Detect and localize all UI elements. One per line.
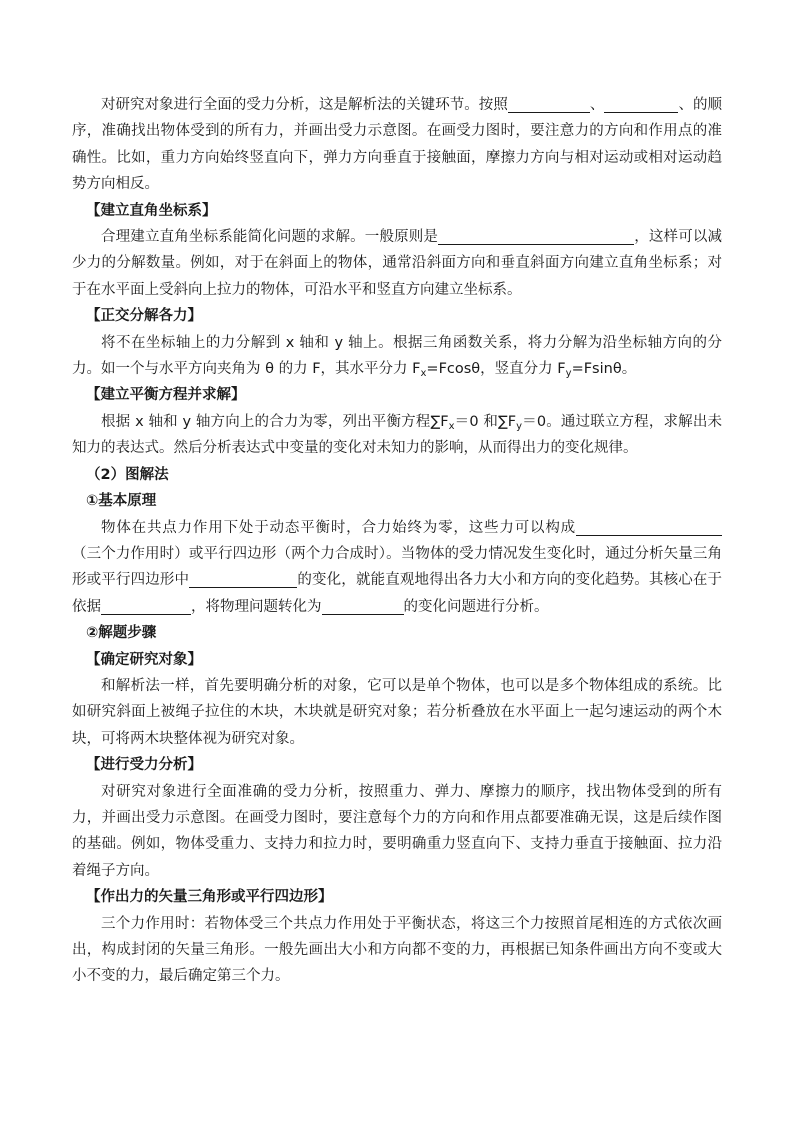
fill-blank[interactable] [322,598,404,615]
section-heading: （2）图解法 [86,466,169,483]
section-heading: 【建立直角坐标系】 [86,202,217,219]
paragraph-basic-principle: 物体在共点力作用下处于动态平衡时，合力始终为零，这些力可以构成（三个力作用时）或平行四边形（两个力合成时）。当物体的受力情况发生变化时，通过分析矢量三角形或平行四边形中 的变化，就能直观地得出各力大小和方向的变化趋势。其核心在于依据 ，将物理问题转化为 的变化问题进行分析。 [72,519,723,615]
paragraph-force-diagram: 对研究对象进行全面准确的受力分析，按照重力、弹力、摩擦力的顺序，找出物体受到的所有力，并画出受力示意图。在画受力图时，要注意每个力的方向和作用点都要准确无误，这是后续作图的基础。例如，物体受重力、支持力和拉力时，要明确重力竖直向下、支持力垂直于接触面、拉力沿着绳子方向。 [72,783,722,879]
paragraph-equilibrium-equations: 根据 x 轴和 y 轴方向上的合力为零，列出平衡方程$\sum F_x=0$ 和$\sum F_y=0$。通过联立方程，求解出未知力的表达式。然后分析表达式中变量的变化对未知力的影响，从而得出力的变化规律。 [72,413,722,457]
paragraph-force-analysis: 对研究对象进行全面的受力分析，这是解析法的关键环节。按照 、 、的顺序，准确找出物体受到的所有力，并画出受力示意图。在画受力图时，要注意力的方向和作用点的准确性。比如，重力方向始终竖直向下，弹力方向垂直于接触面，摩擦力方向与相对运动或相对运动趋势方向相反。 [72,97,723,193]
paragraph-research-object: 和解析法一样，首先要明确分析的对象，它可以是单个物体，也可以是多个物体组成的系统。比如研究斜面上被绳子拉住的木块，木块就是研究对象；若分析叠放在水平面上一起匀速运动的两个木块，可将两木块整体视为研究对象。 [72,677,722,747]
section-heading: 【确定研究对象】 [86,651,202,668]
section-heading: 【建立平衡方程并求解】 [86,387,246,404]
fill-blank[interactable] [438,228,634,245]
fill-blank[interactable] [508,96,590,113]
section-heading: ②解题步骤 [86,625,157,642]
paragraph-coordinate-system: 合理建立直角坐标系能简化问题的求解。一般原则是 ，这样可以减少力的分解数量。例如，对于在斜面上的物体，通常沿斜面方向和垂直斜面方向建立直角坐标系；对于在水平面上受斜向上拉力的物体，可沿水平和竖直方向建立坐标系。 [72,229,723,298]
paragraph-vector-triangle: 三个力作用时：若物体受三个共点力作用处于平衡状态，将这三个力按照首尾相连的方式依次画出，构成封闭的矢量三角形。一般先画出大小和方向都不变的力，再根据已知条件画出方向不变或大小不变的力，最后确定第三个力。 [72,915,722,985]
fill-blank[interactable] [101,598,191,615]
fill-blank[interactable] [189,571,297,588]
section-heading: 【作出力的矢量三角形或平行四边形】 [86,889,333,906]
fill-blank[interactable] [604,96,678,113]
paragraph-orthogonal-decomposition: 将不在坐标轴上的力分解到 x 轴和 y 轴上。根据三角函数关系，将力分解为沿坐标轴方向的分力。如一个与水平方向夹角为 θ 的力 F，其水平分力 $F_x=Fcos\theta$，竖直分力 $F_y=Fsin\theta$。 [72,334,722,380]
fill-blank[interactable] [576,519,722,536]
section-heading: 【进行受力分析】 [86,757,202,774]
section-heading: ①基本原理 [86,493,157,510]
section-heading: 【正交分解各力】 [86,308,202,325]
document-body [72,92,722,990]
